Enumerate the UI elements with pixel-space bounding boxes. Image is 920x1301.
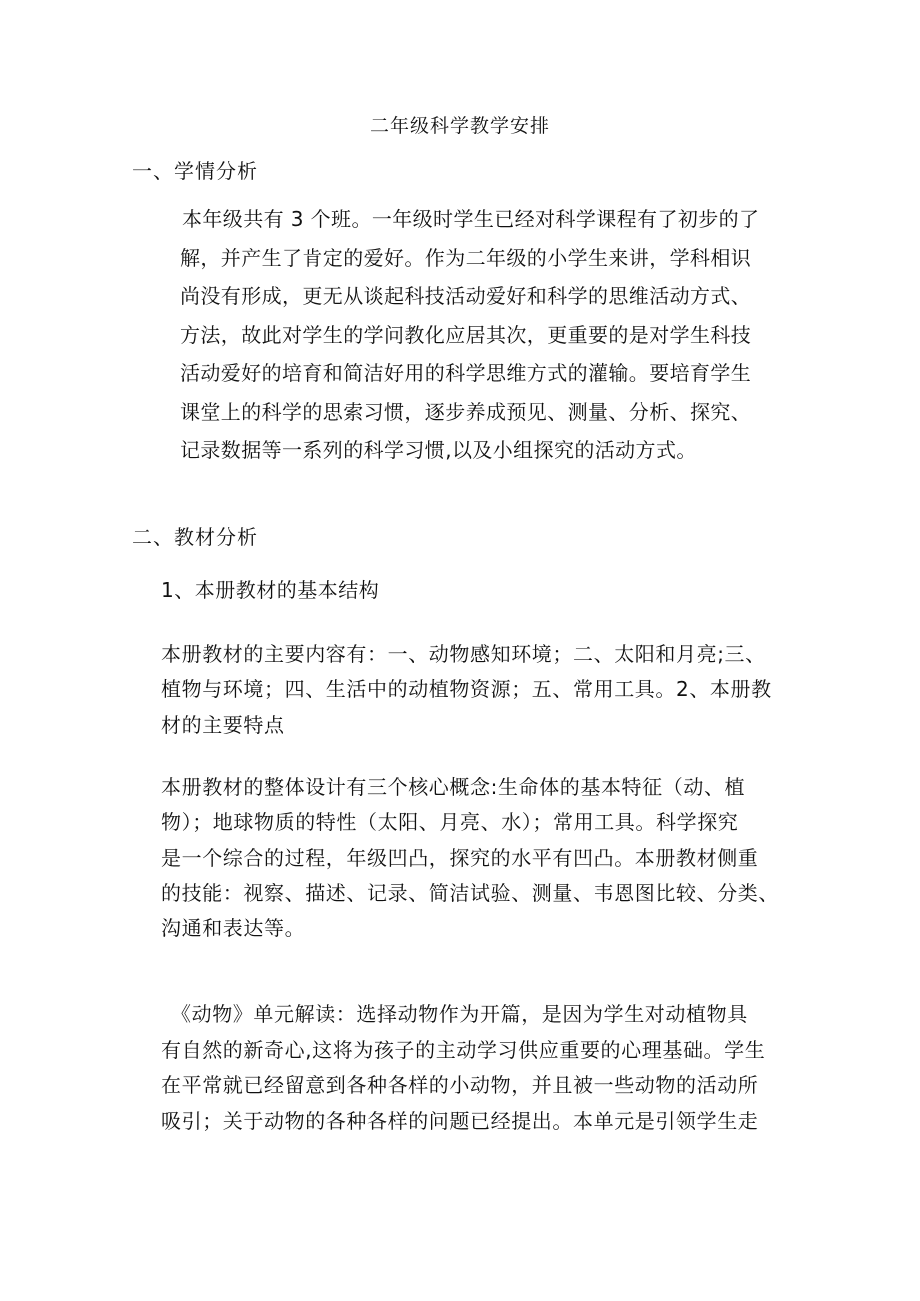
learning-analysis-paragraph bbox=[180, 200, 800, 470]
paragraph-line: 尚没有形成，更无从谈起科技活动爱好和科学的思维活动方式、 bbox=[180, 284, 752, 308]
paragraph-line: 的技能：视察、描述、记录、简洁试验、测量、韦恩图比较、分类、 bbox=[161, 880, 779, 905]
section-heading-learning-analysis: 一、学情分析 bbox=[132, 159, 258, 183]
paragraph-line: 本年级共有 3 个班。一年级时学生已经对科学课程有了初步的了 bbox=[182, 207, 760, 231]
main-content-paragraph bbox=[161, 637, 801, 743]
paragraph-line: 植物与环境；四、生活中的动植物资源；五、常用工具。2、本册教 bbox=[161, 677, 772, 702]
paragraph-line: 《动物》单元解读：选择动物作为开篇，是因为学生对动植物具 bbox=[171, 1002, 748, 1026]
paragraph-line: 物）；地球物质的特性（太阳、月亮、水）；常用工具。科学探究 bbox=[161, 810, 739, 835]
animals-unit-paragraph bbox=[161, 997, 801, 1139]
paragraph-line: 材的主要特点 bbox=[161, 712, 285, 737]
paragraph-line: 本册教材的整体设计有三个核心概念:生命体的基本特征（动、植 bbox=[161, 775, 746, 799]
paragraph-line: 记录数据等一系列的科学习惯,以及小组探究的活动方式。 bbox=[180, 438, 697, 462]
subheading-basic-structure: 1、本册教材的基本结构 bbox=[161, 578, 380, 602]
document-title: 二年级科学教学安排 bbox=[369, 115, 550, 137]
paragraph-line: 方法，故此对学生的学问教化应居其次，更重要的是对学生科技 bbox=[180, 322, 752, 347]
section-heading-textbook-analysis: 二、教材分析 bbox=[132, 525, 258, 549]
paragraph-line: 解，并产生了肯定的爱好。作为二年级的小学生来讲，学科相识 bbox=[180, 245, 752, 270]
paragraph-line: 吸引；关于动物的各种各样的问题已经提出。本单元是引领学生走 bbox=[161, 1108, 759, 1133]
paragraph-line: 沟通和表达等。 bbox=[161, 916, 306, 941]
paragraph-line: 在平常就已经留意到各种各样的小动物，并且被一些动物的活动所 bbox=[161, 1073, 759, 1097]
paragraph-line: 本册教材的主要内容有：一、动物感知环境；二、太阳和月亮;三、 bbox=[161, 642, 766, 666]
paragraph-line: 是一个综合的过程，年级凹凸，探究的水平有凹凸。本册教材侧重 bbox=[161, 845, 759, 870]
paragraph-line: 活动爱好的培育和简洁好用的科学思维方式的灌输。要培育学生 bbox=[180, 361, 752, 385]
features-paragraph bbox=[161, 770, 801, 946]
paragraph-line: 课堂上的科学的思索习惯，逐步养成预见、测量、分析、探究、 bbox=[180, 399, 752, 424]
paragraph-line: 有自然的新奇心,这将为孩子的主动学习供应重要的心理基础。学生 bbox=[161, 1037, 766, 1062]
